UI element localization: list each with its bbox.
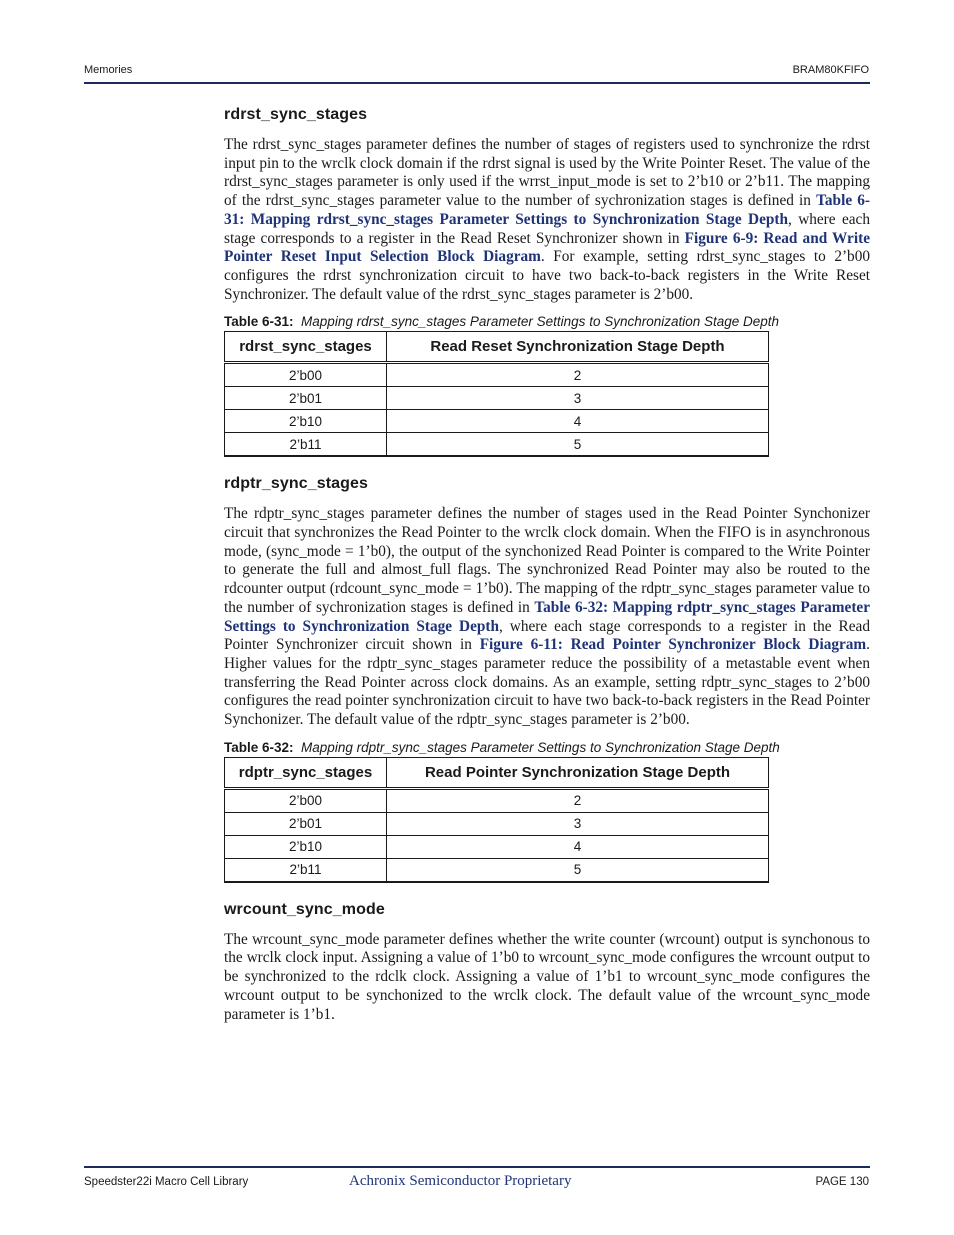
table-row: [225, 363, 769, 387]
header-topic-label: BRAM80KFIFO: [792, 64, 869, 76]
table-row: [225, 788, 769, 812]
table-header-row: [225, 332, 769, 363]
column-header: Read Pointer Synchronization Stage Depth: [387, 757, 769, 788]
rdptr-description-paragraph: [224, 505, 870, 729]
paragraph-text: . Higher values for the rdptr_sync_stages parameter reduce the possibility of a metastable event when transferring the Read Pointer across clock domains. As an example, setting rdptr_sync_stages to 2’b00 configures the read pointer synchronization circuit to have two back-to-back registers in the Read Pointer Synchonizer. The default value of the rdptr_sync_stages parameter is 2’b00.: [224, 636, 870, 729]
table-row: [225, 433, 769, 457]
table-cell: 2’b00: [225, 363, 387, 387]
table-6-32-caption: [224, 740, 870, 755]
paragraph-text: , where each stage corresponds to a register in the Read Reset Synchronizer shown in: [224, 210, 870, 247]
rdrst-description-paragraph: [224, 136, 870, 304]
table-cell: 3: [387, 387, 769, 410]
table-6-32: [224, 757, 769, 883]
caption-label: Table 6-31:: [224, 314, 294, 330]
table-6-31-caption: [224, 314, 870, 329]
table-6-31-link[interactable]: Table 6-31: Mapping rdrst_sync_stages Parameter Settings to Synchronization Stage Depth: [224, 192, 871, 228]
table-cell: 2’b11: [225, 433, 387, 457]
table-cell: 2’b10: [225, 835, 387, 858]
table-cell: 3: [387, 812, 769, 835]
section-heading-rdptr-sync-stages: rdptr_sync_stages: [224, 475, 368, 493]
caption-label: Table 6-32:: [224, 739, 294, 755]
figure-6-11-link[interactable]: Figure 6-11: Read Pointer Synchronizer Block Diagram: [479, 636, 867, 654]
paragraph-text: The rdptr_sync_stages parameter defines the number of stages used in the Read Pointer Synchonizer circuit that synchronizes the Read Pointer to the wrclk clock domain. When the FIFO is in asynchronous mode, (sync_mode = 1’b0), the output of the synchonized Read Pointer is compared to the Write Pointer to generate the full and almost_full flags. The synchronized Read Pointer may also be routed to the rdcounter output (rdcount_sync_mode = 1’b0). The mapping of the rdptr_sync_stages parameter value to the number of sychronization stages is defined in: [224, 505, 870, 616]
table-cell: 2: [387, 788, 769, 812]
table-cell: 2’b01: [225, 387, 387, 410]
paragraph-text: The rdrst_sync_stages parameter defines the number of stages of registers used to synchronize the rdrst input pin to the wrclk clock domain if the rdrst signal is used by the Write Pointer Reset. The value of the rdrst_sync_stages parameter is only used if the wrrst_input_mode is set to 2’b10 or 2’b11. The mapping of the rdrst_sync_stages parameter value to the number of sychronization stages is defined in: [224, 136, 870, 210]
table-cell: 5: [387, 858, 769, 882]
footer-proprietary-notice: Achronix Semiconductor Proprietary: [349, 1173, 572, 1189]
footer-rule: [84, 1166, 870, 1168]
page-number: PAGE 130: [815, 1176, 869, 1188]
page-content: [224, 106, 870, 1024]
table-cell: 2’b11: [225, 858, 387, 882]
table-cell: 2’b01: [225, 812, 387, 835]
table-cell: 2’b10: [225, 410, 387, 433]
table-row: [225, 858, 769, 882]
paragraph-text: . For example, setting rdrst_sync_stages to 2’b00 configures the rdrst synchronization circuit to have two back-to-back registers in the Write Reset Synchronizer. The default value of the rdrst_sync_stages parameter is 2’b00.: [224, 248, 871, 303]
figure-6-9-link[interactable]: Figure 6-9: Read and Write Pointer Reset Input Selection Block Diagram: [224, 229, 870, 266]
footer-library-name: Speedster22i Macro Cell Library: [84, 1176, 249, 1188]
caption-title: Mapping rdrst_sync_stages Parameter Settings to Synchronization Stage Depth: [301, 314, 780, 330]
table-row: [225, 387, 769, 410]
table-row: [225, 410, 769, 433]
column-header: rdptr_sync_stages: [225, 757, 387, 788]
table-row: [225, 835, 769, 858]
table-cell: 4: [387, 835, 769, 858]
table-cell: 4: [387, 410, 769, 433]
table-6-31: [224, 331, 769, 457]
column-header: rdrst_sync_stages: [225, 332, 387, 363]
table-cell: 5: [387, 433, 769, 457]
section-heading-rdrst-sync-stages: rdrst_sync_stages: [224, 106, 368, 123]
table-row: [225, 812, 769, 835]
table-cell: 2’b00: [225, 788, 387, 812]
table-6-32-link[interactable]: Table 6-32: Mapping rdptr_sync_stages Parameter Settings to Synchronization Stage Depth: [224, 598, 870, 635]
caption-title: Mapping rdptr_sync_stages Parameter Settings to Synchronization Stage Depth: [301, 739, 780, 755]
wrcount-description-paragraph: The wrcount_sync_mode parameter defines whether the write counter (wrcount) output is synchonous to the wrclk clock input. Assigning a value of 1’b0 to wrcount_sync_mode configures the wrcount output to be synchronized to the rdclk clock. Assigning a value of 1’b1 to wrcount_sync_mode configures the wrcount output to be synchonized to the wrclk clock. The default value of the wrcount_sync_mode parameter is 1’b1.: [224, 930, 870, 1023]
section-heading-wrcount-sync-mode: wrcount_sync_mode: [224, 900, 385, 918]
paragraph-text: , where each stage corresponds to a register in the Read Pointer Synchronizer circuit shown in: [224, 617, 870, 654]
table-header-row: [225, 757, 769, 788]
table-cell: 2: [387, 363, 769, 387]
header-rule: [84, 82, 870, 84]
header-section-label: Memories: [84, 64, 133, 76]
column-header: Read Reset Synchronization Stage Depth: [387, 332, 769, 363]
